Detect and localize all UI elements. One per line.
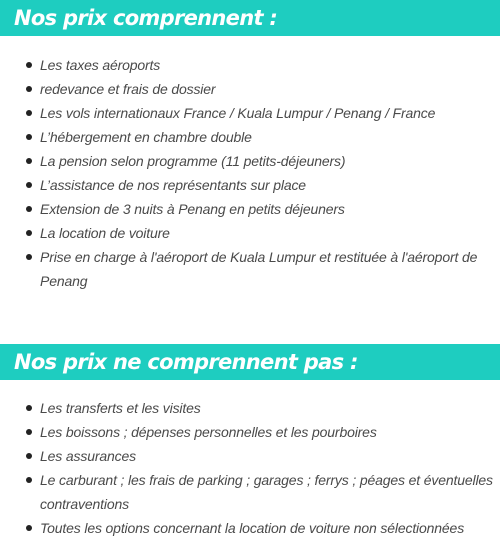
excluded-list-item (0, 420, 500, 444)
included-list (0, 53, 500, 293)
excluded-section-header (0, 344, 500, 380)
excluded-list-item (0, 396, 500, 420)
included-list-item (0, 101, 500, 125)
bullet-icon (26, 525, 32, 531)
included-item-text: L’assistance de nos représentants sur place (40, 177, 306, 193)
included-item-text: Extension de 3 nuits à Penang en petits déjeuners (40, 201, 345, 217)
included-list-item (0, 125, 500, 149)
included-list-item (0, 197, 500, 221)
bullet-icon (26, 134, 32, 140)
bullet-icon (26, 62, 32, 68)
included-item-text: redevance et frais de dossier (40, 81, 216, 97)
included-list-item (0, 221, 500, 245)
included-item-text: Les vols internationaux France / Kuala Lumpur / Penang / France (40, 105, 436, 121)
excluded-item-text: Les assurances (40, 448, 136, 464)
excluded-list-item (0, 468, 500, 516)
excluded-list (0, 396, 500, 540)
included-item-text: La location de voiture (40, 225, 170, 241)
excluded-item-text: Toutes les options concernant la location de voiture non sélectionnées (40, 520, 465, 536)
included-list-item (0, 149, 500, 173)
bullet-icon (26, 453, 32, 459)
included-section-title: Nos prix comprennent : (14, 6, 278, 30)
bullet-icon (26, 110, 32, 116)
excluded-section-title: Nos prix ne comprennent pas : (14, 350, 358, 374)
bullet-icon (26, 429, 32, 435)
included-section-header (0, 0, 500, 36)
included-item-text: La pension selon programme (11 petits-déjeuners) (40, 153, 346, 169)
excluded-list-item (0, 444, 500, 468)
bullet-icon (26, 86, 32, 92)
included-item-text: Les taxes aéroports (40, 57, 161, 73)
bullet-icon (26, 182, 32, 188)
excluded-item-text: Les transferts et les visites (40, 400, 201, 416)
included-item-text: L’hébergement en chambre double (40, 129, 252, 145)
bullet-icon (26, 405, 32, 411)
included-list-item (0, 53, 500, 77)
excluded-item-text: Le carburant ; les frais de parking ; garages ; ferrys ; péages et éventuelles contraventions (40, 472, 493, 512)
bullet-icon (26, 158, 32, 164)
bullet-icon (26, 477, 32, 483)
included-list-item (0, 77, 500, 101)
bullet-icon (26, 206, 32, 212)
bullet-icon (26, 230, 32, 236)
excluded-list-item (0, 516, 500, 540)
excluded-item-text: Les boissons ; dépenses personnelles et les pourboires (40, 424, 377, 440)
bullet-icon (26, 254, 32, 260)
included-item-text: Prise en charge à l'aéroport de Kuala Lumpur et restituée à l'aéroport de Penang (40, 249, 478, 289)
included-list-item (0, 245, 500, 293)
included-list-item (0, 173, 500, 197)
